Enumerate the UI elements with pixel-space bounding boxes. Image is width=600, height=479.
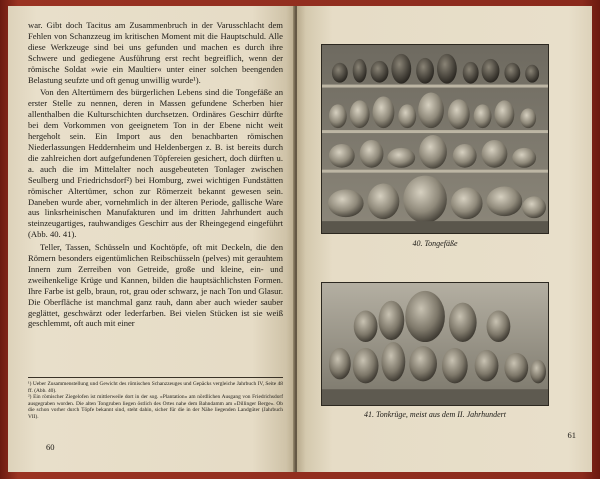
paragraph-3: Teller, Tassen, Schüsseln und Kochtöpfe, oft mit Deckeln, die den Römern besonders eigentümlichen Reibschüsseln (pelves) mit gerauhtem Innern zum Zerreiben von Getreide, große und kleine, ein- und zweihenkelige Krüge und Kannen, bilden die hauptsächlichsten Formen. Ihre Farbe ist gelb, braun, rot, grau oder schwarz, je nach Ton und Glasur. Die Oberfläche ist manchmal ganz rauh, dann aber auch wieder sauber geglättet, geschwärzt oder lederfarben. Bei vielen Stücken ist sie weiß geschlemmt, oft auch mit einer — [28, 242, 283, 329]
left-page — [8, 6, 295, 472]
paragraph-1: war. Gibt doch Tacitus am Zusammenbruch in der Varusschlacht dem Fehlen von Schanzzeug im kritischen Moment mit die Hauptschuld. Alle diese Werkzeuge sind bei uns gefunden und machen es durch ihre Schwere und gediegene Ausführung erst recht begreiflich, wenn der römische Soldat »wie ein Maultier« unter einer solchen beengenden Belastung seufzte und oft genug unwillig wurde¹). — [28, 20, 283, 85]
figure-41-photo — [321, 282, 549, 406]
footnote-2: ²) Ein römischer Ziegelofen ist mittlerweile dort in der sog. »Plantation« am nördlichen Ausgang von Friedrichsdorf ausgegraben worden. Die alten Tongruben liegen östlich des Ortes nahe dem Bahndamm am »Dillinger Berge«. Ob die schon vorher durch Töpfe bekannt sind, steht dahin, sicher für die in der Nähe liegenden Landgüter (Jahrbuch VII). — [28, 394, 283, 420]
paragraph-2: Von den Altertümern des bürgerlichen Lebens sind die Tongefäße an erster Stelle zu nennen, deren in Massen gefundene Scherben hier allenthalben die Kulturschichten durchsetzen. Ordinäres Geschirr dürfte bei dem Vorkommen von geeignetem Ton in der Ebene nicht weit hergeholt sein. Ein Import aus den benachbarten römischen Niederlassungen Heddernheim und Heldenbergen z. B. ist bereits durch die zahlreichen dort aufgefundenen Töpfereien gesichert, doch dürften u. a. auch die im Mittelalter noch ausgebeuteten Tonlager zwischen Seulberg und Friedrichsdorf²) bei Homburg, zwei wichtigen Fundstätten römischer Altertümer, schon zur Römerzeit bekannt gewesen sein. Daneben wurde aber, vornehmlich in der älteren Periode, gallische Ware aus linksrheinischen Manufakturen und im dritten Jahrhundert auch steinzeugartiges, rauhwandiges Geschirr aus der Rheingegend eingeführt (Abb. 40. 41). — [28, 87, 283, 240]
figure-41-caption: 41. Tonkrüge, meist aus dem II. Jahrhundert — [364, 410, 506, 419]
page-number-left: 60 — [46, 442, 55, 452]
figure-40-caption: 40. Tongefäße — [412, 239, 458, 248]
page-number-right: 61 — [567, 430, 576, 440]
figure-40-photo — [321, 44, 549, 234]
right-page — [297, 6, 592, 472]
footnote-1: ¹) Ueber Zusammenstellung und Gewicht des römischen Schanzzeuges und Gepäcks vergleiche Jahrbuch IV, Seite 48 ff. (Abb. 40). — [28, 381, 283, 394]
footnotes — [28, 377, 283, 421]
